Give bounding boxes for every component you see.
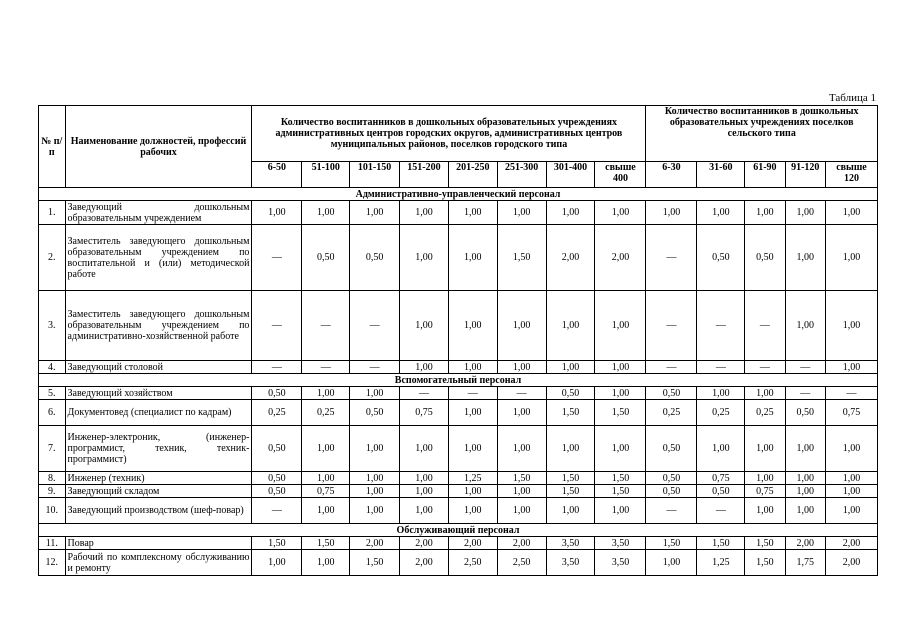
staff-value: 1,00 <box>546 361 595 374</box>
staff-value: 1,00 <box>546 201 595 225</box>
staff-value: 1,00 <box>546 291 595 361</box>
row-number: 11. <box>39 537 66 550</box>
staff-value: 1,00 <box>497 485 546 498</box>
staff-value: 1,00 <box>497 291 546 361</box>
staff-value: 1,00 <box>252 201 302 225</box>
staff-value: 1,00 <box>825 225 877 291</box>
staff-value: 0,50 <box>697 225 745 291</box>
header-col-city: 101-150 <box>350 162 400 188</box>
staff-value: 1,00 <box>497 426 546 472</box>
staff-value: — <box>697 498 745 524</box>
staff-value: 2,00 <box>400 550 449 576</box>
staff-value: 1,00 <box>400 225 449 291</box>
staff-value: — <box>350 361 400 374</box>
staff-value: 1,00 <box>448 498 497 524</box>
staff-value: 0,50 <box>546 387 595 400</box>
staff-value: 1,00 <box>400 472 449 485</box>
row-number: 5. <box>39 387 66 400</box>
staff-value: 1,00 <box>785 472 825 485</box>
staff-value: 1,00 <box>400 291 449 361</box>
staff-value: 1,00 <box>448 485 497 498</box>
staff-value: 2,00 <box>825 537 877 550</box>
staff-value: 1,50 <box>546 400 595 426</box>
position-name: Заведующий производством (шеф-повар) <box>65 498 252 524</box>
staff-value: 3,50 <box>546 550 595 576</box>
staff-value: 1,00 <box>646 201 697 225</box>
header-group-rural: Количество воспитанников в дошкольных образовательных учреждениях поселков сельского типа <box>646 106 878 162</box>
section-title: Вспомогательный персонал <box>39 374 878 387</box>
staff-value: 0,50 <box>745 225 785 291</box>
row-number: 12. <box>39 550 66 576</box>
staff-value: 1,00 <box>302 201 350 225</box>
staff-value: 0,50 <box>350 400 400 426</box>
staff-value: 0,50 <box>302 225 350 291</box>
section-title: Обслуживающий персонал <box>39 524 878 537</box>
staff-value: 1,50 <box>745 537 785 550</box>
staff-value: 1,50 <box>595 472 646 485</box>
staff-value: 1,00 <box>595 361 646 374</box>
staff-value: 0,25 <box>252 400 302 426</box>
staff-value: — <box>448 387 497 400</box>
staff-value: 1,00 <box>448 400 497 426</box>
staff-value: 2,00 <box>448 537 497 550</box>
staff-value: 1,00 <box>400 498 449 524</box>
header-col-rural: 61-90 <box>745 162 785 188</box>
staff-value: 1,00 <box>400 426 449 472</box>
staff-value: 1,00 <box>595 387 646 400</box>
header-col-rural: свыше 120 <box>825 162 877 188</box>
staff-value: 1,00 <box>302 498 350 524</box>
staff-value: 0,50 <box>350 225 400 291</box>
staff-value: 1,50 <box>697 537 745 550</box>
table-row <box>39 400 878 426</box>
staff-value: 1,00 <box>595 498 646 524</box>
header-col-rural: 91-120 <box>785 162 825 188</box>
staff-value: 1,00 <box>697 201 745 225</box>
staff-value: 1,00 <box>350 485 400 498</box>
row-number: 7. <box>39 426 66 472</box>
position-name: Повар <box>65 537 252 550</box>
staff-value: 1,00 <box>497 400 546 426</box>
staff-value: 1,00 <box>697 387 745 400</box>
position-name: Документовед (специалист по кадрам) <box>65 400 252 426</box>
header-col-city: свыше 400 <box>595 162 646 188</box>
staff-value: 2,00 <box>400 537 449 550</box>
staff-value: 0,75 <box>400 400 449 426</box>
staff-value: 1,00 <box>400 485 449 498</box>
staff-value: 1,00 <box>497 201 546 225</box>
staff-value: 0,75 <box>745 485 785 498</box>
staff-value: 1,00 <box>350 426 400 472</box>
staffing-table <box>38 105 878 576</box>
staff-value: 0,25 <box>302 400 350 426</box>
staff-value: 0,25 <box>745 400 785 426</box>
staff-value: 1,00 <box>825 201 877 225</box>
position-name: Заведующий складом <box>65 485 252 498</box>
staff-value: 1,00 <box>400 361 449 374</box>
staff-value: 0,75 <box>825 400 877 426</box>
table-row <box>39 201 878 225</box>
table-caption: Таблица 1 <box>828 92 876 104</box>
staff-value: 1,00 <box>448 426 497 472</box>
staff-value: 1,25 <box>448 472 497 485</box>
staff-value: 2,00 <box>785 537 825 550</box>
staff-value: — <box>825 387 877 400</box>
staff-value: 1,50 <box>595 400 646 426</box>
staff-value: 1,00 <box>302 426 350 472</box>
staff-value: 3,50 <box>595 550 646 576</box>
position-name: Инженер (техник) <box>65 472 252 485</box>
header-col-city: 301-400 <box>546 162 595 188</box>
staff-value: 1,50 <box>252 537 302 550</box>
section-row <box>39 188 878 201</box>
staff-value: 1,00 <box>497 361 546 374</box>
staff-value: — <box>785 361 825 374</box>
staff-value: 1,00 <box>448 361 497 374</box>
staff-value: 1,00 <box>595 426 646 472</box>
staff-value: 1,00 <box>697 426 745 472</box>
staff-value: 1,00 <box>448 201 497 225</box>
staff-value: — <box>252 291 302 361</box>
row-number: 9. <box>39 485 66 498</box>
staff-value: — <box>252 361 302 374</box>
staff-value: — <box>497 387 546 400</box>
staff-value: 0,50 <box>646 387 697 400</box>
staff-value: 1,00 <box>646 550 697 576</box>
staff-value: 1,50 <box>745 550 785 576</box>
staff-value: 1,00 <box>745 498 785 524</box>
staff-value: 1,00 <box>745 472 785 485</box>
staff-value: — <box>252 498 302 524</box>
staff-value: 2,00 <box>546 225 595 291</box>
staff-value: 1,00 <box>350 201 400 225</box>
staff-value: 0,50 <box>646 472 697 485</box>
staff-value: — <box>252 225 302 291</box>
staff-value: 1,50 <box>546 485 595 498</box>
position-name: Заведующий столовой <box>65 361 252 374</box>
header-col-city: 51-100 <box>302 162 350 188</box>
staff-value: 1,00 <box>546 426 595 472</box>
position-name: Инженер-электроник, (инженер-программист, техник, техник-программист) <box>65 426 252 472</box>
staff-value: 1,50 <box>546 472 595 485</box>
staff-value: 1,00 <box>785 225 825 291</box>
staff-value: 1,00 <box>785 291 825 361</box>
table-row <box>39 472 878 485</box>
staff-value: 1,00 <box>785 426 825 472</box>
row-number: 1. <box>39 201 66 225</box>
staff-value: — <box>302 361 350 374</box>
staff-value: 1,00 <box>350 498 400 524</box>
position-name: Заместитель заведующего дошкольным образовательным учреждением по воспитательной и (или) методической работе <box>65 225 252 291</box>
table-row <box>39 361 878 374</box>
staff-value: — <box>697 291 745 361</box>
table-row <box>39 387 878 400</box>
staff-value: — <box>350 291 400 361</box>
staff-value: 1,00 <box>785 201 825 225</box>
table-row <box>39 537 878 550</box>
staff-value: 1,00 <box>745 387 785 400</box>
staff-value: 1,50 <box>646 537 697 550</box>
staff-value: 1,00 <box>825 485 877 498</box>
staff-value: 1,75 <box>785 550 825 576</box>
staff-value: 1,00 <box>497 498 546 524</box>
header-col-city: 251-300 <box>497 162 546 188</box>
staff-value: 0,25 <box>646 400 697 426</box>
section-row <box>39 524 878 537</box>
staff-value: 1,00 <box>350 472 400 485</box>
staff-value: — <box>745 361 785 374</box>
header-col-rural: 31-60 <box>697 162 745 188</box>
staff-value: 1,50 <box>497 472 546 485</box>
staff-value: 1,00 <box>745 201 785 225</box>
staff-value: 1,50 <box>497 225 546 291</box>
staff-value: — <box>646 498 697 524</box>
section-row <box>39 374 878 387</box>
staff-value: 1,50 <box>350 550 400 576</box>
staff-value: 1,00 <box>448 291 497 361</box>
staff-value: 1,00 <box>595 291 646 361</box>
position-name: Рабочий по комплексному обслуживанию и ремонту <box>65 550 252 576</box>
staff-value: — <box>400 387 449 400</box>
staff-value: 1,00 <box>825 426 877 472</box>
staff-value: 2,00 <box>825 550 877 576</box>
staff-value: 1,00 <box>302 472 350 485</box>
position-name: Заведующий дошкольным образовательным учреждением <box>65 201 252 225</box>
table-row <box>39 550 878 576</box>
staff-value: 2,50 <box>497 550 546 576</box>
staff-value: 0,50 <box>785 400 825 426</box>
position-name: Заместитель заведующего дошкольным образовательным учреждением по административно-хозяйственной работе <box>65 291 252 361</box>
staff-value: 1,00 <box>302 550 350 576</box>
staff-value: 1,00 <box>350 387 400 400</box>
staff-value: 1,00 <box>302 387 350 400</box>
header-col-rural: 6-30 <box>646 162 697 188</box>
staff-value: 0,75 <box>697 472 745 485</box>
header-col-city: 201-250 <box>448 162 497 188</box>
header-number: № п/п <box>39 106 66 188</box>
staff-value: — <box>646 361 697 374</box>
staff-value: 0,50 <box>252 472 302 485</box>
staff-value: 1,00 <box>825 291 877 361</box>
staff-value: 2,00 <box>595 225 646 291</box>
header-col-city: 151-200 <box>400 162 449 188</box>
table-row <box>39 426 878 472</box>
staff-value: 1,00 <box>825 361 877 374</box>
row-number: 10. <box>39 498 66 524</box>
staff-value: 1,00 <box>785 498 825 524</box>
staff-value: 1,50 <box>595 485 646 498</box>
table-row <box>39 291 878 361</box>
staff-value: 0,75 <box>302 485 350 498</box>
table-row <box>39 225 878 291</box>
staff-value: 1,00 <box>825 472 877 485</box>
staff-value: — <box>697 361 745 374</box>
section-title: Административно-управленческий персонал <box>39 188 878 201</box>
staff-value: 3,50 <box>595 537 646 550</box>
row-number: 4. <box>39 361 66 374</box>
staff-value: 1,00 <box>252 550 302 576</box>
staff-value: 1,00 <box>546 498 595 524</box>
staff-value: 1,00 <box>825 498 877 524</box>
staff-value: 0,50 <box>646 485 697 498</box>
row-number: 3. <box>39 291 66 361</box>
staff-value: 0,50 <box>252 426 302 472</box>
staff-value: 2,50 <box>448 550 497 576</box>
row-number: 8. <box>39 472 66 485</box>
row-number: 2. <box>39 225 66 291</box>
staff-value: — <box>646 225 697 291</box>
staff-value: 0,50 <box>252 387 302 400</box>
header-group-city: Количество воспитанников в дошкольных образовательных учреждениях административных центров городских округов, административных центров муниципальных районов, поселков городского типа <box>252 106 646 162</box>
staff-value: 1,25 <box>697 550 745 576</box>
table-row <box>39 485 878 498</box>
staff-value: 1,00 <box>595 201 646 225</box>
header-col-city: 6-50 <box>252 162 302 188</box>
row-number: 6. <box>39 400 66 426</box>
staff-value: — <box>785 387 825 400</box>
staff-value: 0,50 <box>252 485 302 498</box>
position-name: Заведующий хозяйством <box>65 387 252 400</box>
table-row <box>39 498 878 524</box>
staff-value: 1,00 <box>400 201 449 225</box>
staff-value: 1,00 <box>448 225 497 291</box>
staff-value: 2,00 <box>350 537 400 550</box>
staff-value: 1,00 <box>745 426 785 472</box>
staff-value: 3,50 <box>546 537 595 550</box>
staff-value: 0,50 <box>697 485 745 498</box>
staff-value: 0,25 <box>697 400 745 426</box>
staff-value: 0,50 <box>646 426 697 472</box>
staff-value: 1,00 <box>785 485 825 498</box>
staff-value: 1,50 <box>302 537 350 550</box>
header-position-name: Наименование должностей, профессий рабочих <box>65 106 252 188</box>
staff-value: 2,00 <box>497 537 546 550</box>
staff-value: — <box>745 291 785 361</box>
staff-value: — <box>646 291 697 361</box>
staff-value: — <box>302 291 350 361</box>
